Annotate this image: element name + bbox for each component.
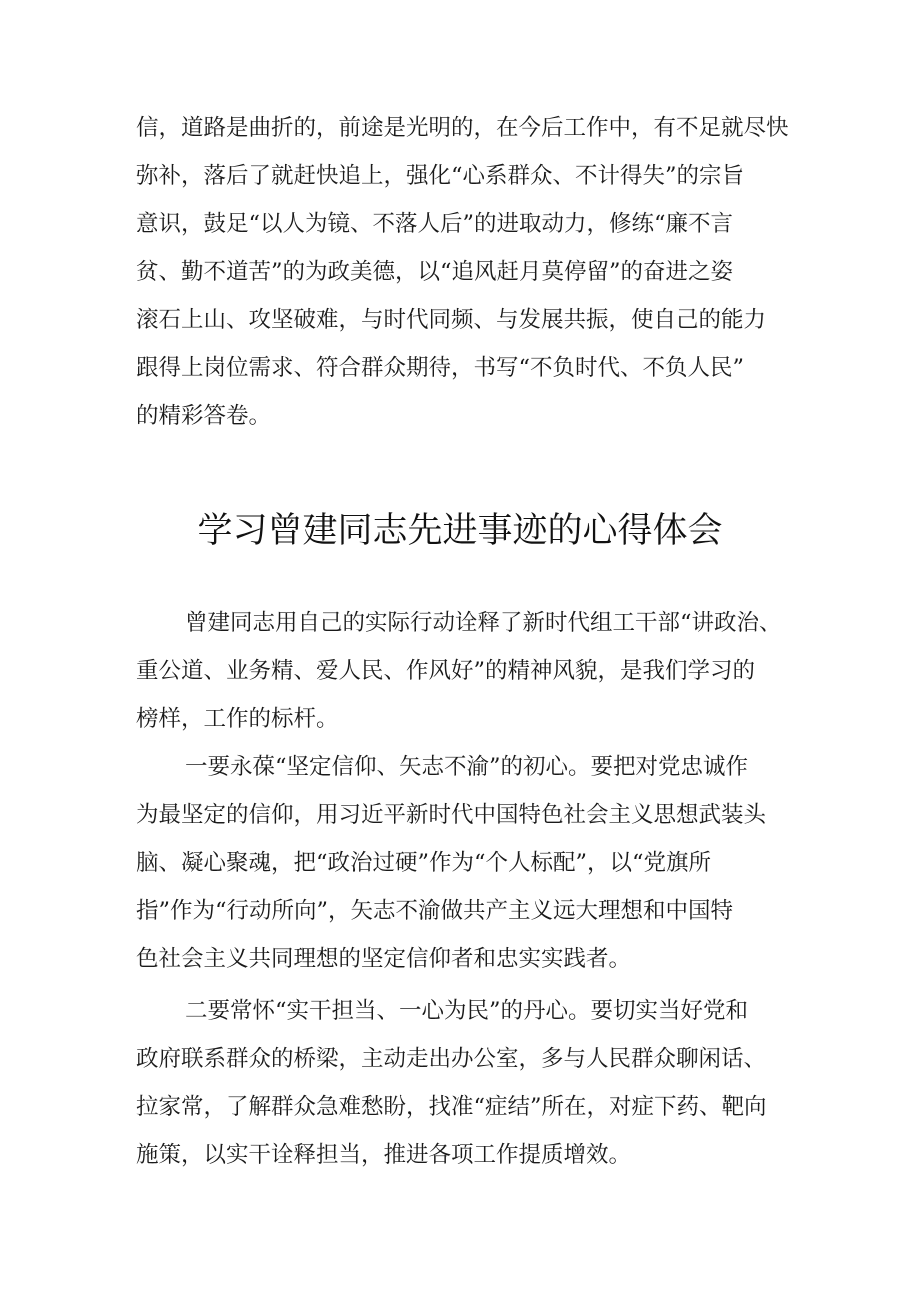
text-line: 意识，鼓足“以人为镜、不落人后”的进取动力，修练“廉不言 — [136, 211, 734, 237]
text-line: 跟得上岗位需求、符合群众期待，书写“不负时代、不负人民” — [136, 355, 745, 381]
text-line: 曾建同志用自己的实际行动诠释了新时代组工干部“讲政治、 — [185, 610, 782, 636]
text-line: 信，道路是曲折的，前途是光明的，在今后工作中，有不足就尽快 — [136, 115, 789, 141]
text-line: 指”作为“行动所向”，矢志不渝做共产主义远大理想和中国特 — [136, 898, 734, 924]
text-line: 榜样，工作的标杆。 — [136, 706, 339, 732]
text-line: 的精彩答卷。 — [136, 403, 272, 429]
text-line: 拉家常，了解群众急难愁盼，找准“症结”所在，对症下药、靶向 — [136, 1094, 767, 1120]
text-line: 脑、凝心聚魂，把“政治过硬”作为“个人标配”，以“党旗所 — [136, 850, 712, 876]
text-line: 重公道、业务精、爱人民、作风好”的精神风貌，是我们学习的 — [136, 658, 756, 684]
text-line: 二要常怀“实干担当、一心为民”的丹心。要切实当好党和 — [185, 998, 749, 1024]
text-line: 一要永葆“坚定信仰、矢志不渝”的初心。要把对党忠诚作 — [185, 754, 749, 780]
text-line: 弥补，落后了就赶快追上，强化“心系群众、不计得失”的宗旨 — [136, 163, 745, 189]
text-line: 施策，以实干诠释担当，推进各项工作提质增效。 — [136, 1142, 632, 1168]
text-line: 贫、勤不道苦”的为政美德，以“追风赶月莫停留”的奋进之姿 — [136, 259, 734, 285]
text-line: 为最坚定的信仰，用习近平新时代中国特色社会主义思想武装头 — [136, 802, 767, 828]
text-line: 色社会主义共同理想的坚定信仰者和忠实实践者。 — [136, 946, 632, 972]
text-line: 政府联系群众的桥梁，主动走出办公室，多与人民群众聊闲话、 — [136, 1046, 767, 1072]
text-line: 滚石上山、攻坚破难，与时代同频、与发展共振，使自己的能力 — [136, 307, 767, 333]
article-title: 学习曾建同志先进事迹的心得体会 — [197, 511, 723, 551]
